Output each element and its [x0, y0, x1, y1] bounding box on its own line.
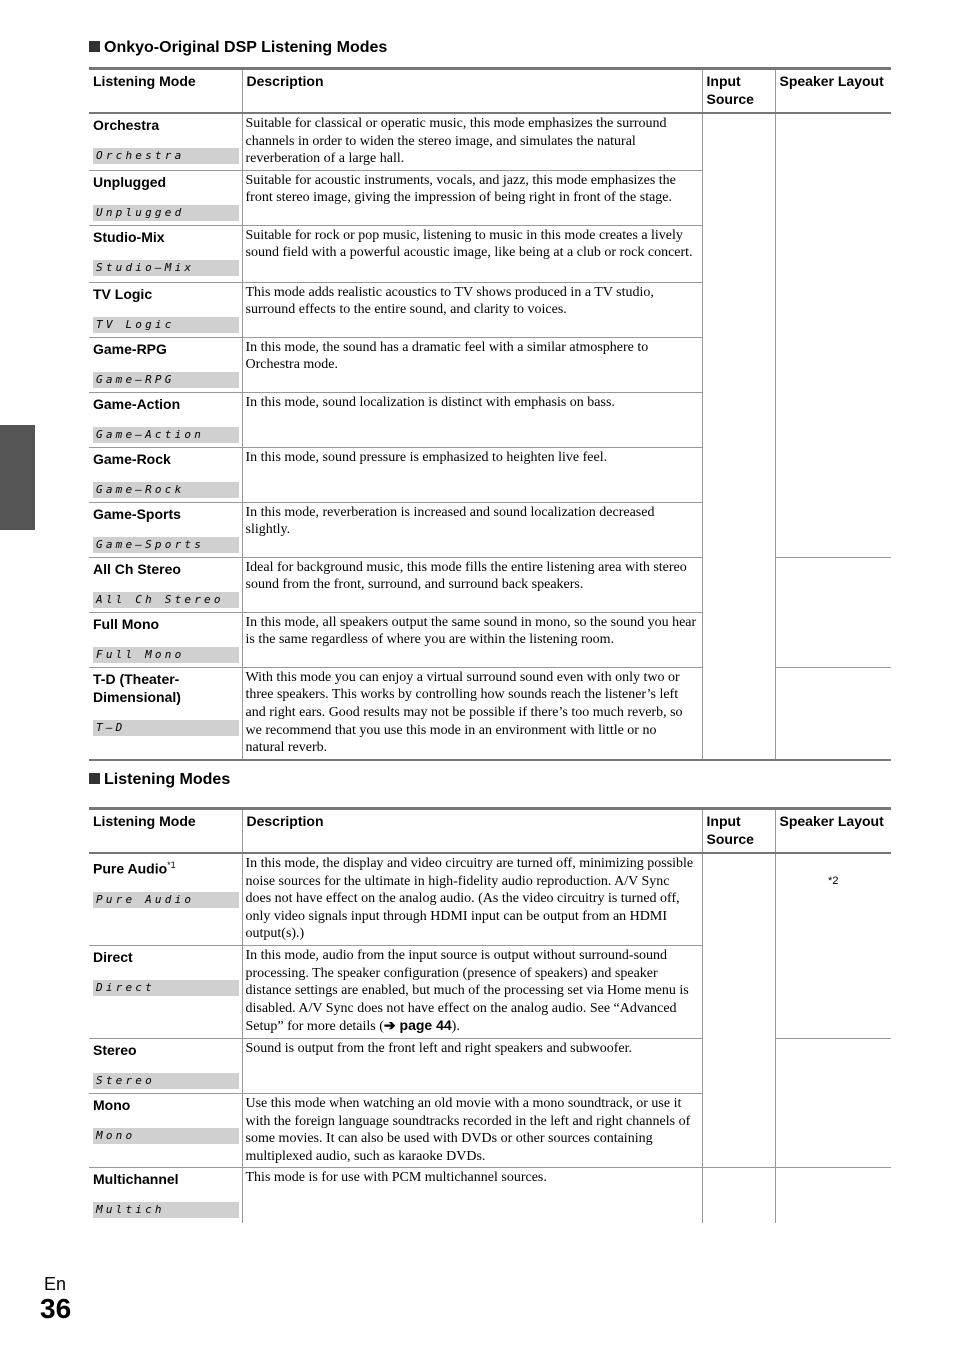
mode-display: Orchestra	[93, 148, 239, 164]
mode-name: Multichannel	[93, 1171, 179, 1188]
speaker-layout-cell	[775, 113, 891, 557]
section2-table	[89, 807, 891, 1223]
mode-display: All Ch Stereo	[93, 592, 239, 608]
mode-name: T-D (Theater-Dimensional)	[93, 670, 181, 705]
mode-name-text: Pure Audio	[93, 860, 168, 877]
side-tab-marker	[0, 425, 35, 530]
mode-name: Game-Sports	[93, 505, 181, 522]
page-number: 36	[40, 1293, 72, 1324]
mode-description: Sound is output from the front left and right speakers and subwoofer.	[242, 1038, 702, 1093]
mode-name: TV Logic	[93, 285, 153, 302]
mode-name: Mono	[93, 1096, 131, 1113]
mode-description: Use this mode when watching an old movie with a mono soundtrack, or use it with the foreign language soundtracks recorded in the left and right channels of some movies. It can also be used with DVDs or other sources containing multiplexed audio, such as karaoke DVDs.	[242, 1093, 702, 1167]
mode-description: With this mode you can enjoy a virtual surround sound even with only two or three speakers. This works by controlling how sounds reach the listener’s left and right ears. Good results may not be possible if there’s too much reverb, so we recommend that you use this mode in an environment with little or no natural reverb.	[242, 667, 702, 760]
input-source-cell	[702, 1168, 775, 1223]
language-label: En	[44, 1274, 67, 1294]
mode-name: Direct	[93, 948, 133, 965]
square-bullet-icon	[89, 41, 100, 52]
section1-title-text: Onkyo-Original DSP Listening Modes	[104, 39, 388, 56]
table-row	[89, 1168, 891, 1223]
mode-description: In this mode, sound pressure is emphasized to heighten live feel.	[242, 447, 702, 502]
mode-description: This mode adds realistic acoustics to TV shows produced in a TV studio, surround effects to the entire sound, and clarity to voices.	[242, 282, 702, 337]
mode-description: Suitable for acoustic instruments, vocals, and jazz, this mode emphasizes the front stereo image, giving the impression of being right in front of the stage.	[242, 170, 702, 225]
header-description: Description	[242, 809, 702, 854]
mode-description: This mode is for use with PCM multichannel sources.	[242, 1168, 702, 1223]
mode-description: In this mode, all speakers output the same sound in mono, so the sound you hear is the same regardless of where you are within the listening room.	[242, 612, 702, 667]
speaker-layout-cell	[775, 557, 891, 667]
mode-name: Studio-Mix	[93, 228, 165, 245]
section1-table	[89, 67, 891, 761]
mode-display: TV Logic	[93, 317, 239, 333]
header-listening-mode: Listening Mode	[89, 809, 242, 854]
speaker-layout-cell	[775, 1038, 891, 1167]
section1-title	[89, 38, 387, 58]
page-link[interactable]: ➔ page 44	[383, 1017, 452, 1034]
mode-description: In this mode, the display and video circuitry are turned off, minimizing possible noise sources for the ultimate in high-fidelity audio reproduction. A/V Sync does not have effect on the analog audio. (As the video circuitry is turned off, only video signals input through HDMI input can be output from an HDMI output(s).)	[242, 853, 702, 945]
header-description: Description	[242, 69, 702, 114]
speaker-layout-cell	[775, 853, 891, 1038]
mode-name: Game-Action	[93, 395, 181, 412]
mode-description: Suitable for rock or pop music, listening to music in this mode creates a lively sound field with a powerful acoustic image, like being at a club or rock concert.	[242, 225, 702, 282]
header-speaker-layout: Speaker Layout	[775, 809, 891, 854]
mode-display: Studio–Mix	[93, 260, 239, 276]
mode-display: Mono	[93, 1128, 239, 1144]
mode-display: Full Mono	[93, 647, 239, 663]
mode-name	[93, 856, 238, 878]
mode-name: Orchestra	[93, 117, 160, 133]
mode-display: Game–Sports	[93, 537, 239, 553]
section2-title-text: Listening Modes	[104, 771, 231, 788]
mode-display: Stereo	[93, 1073, 239, 1089]
table-row	[89, 853, 891, 945]
input-source-cell	[702, 853, 775, 1168]
mode-description	[242, 945, 702, 1038]
mode-name: Game-Rock	[93, 450, 171, 467]
mode-description: Suitable for classical or operatic music, this mode emphasizes the surround channels in order to widen the stereo image, and simulates the natural reverberation of a large hall.	[242, 113, 702, 170]
square-bullet-icon	[89, 773, 100, 784]
mode-display: Game–RPG	[93, 372, 239, 388]
mode-description: Ideal for background music, this mode fills the entire listening area with stereo sound from the front, surround, and surround back speakers.	[242, 557, 702, 612]
table-row	[89, 113, 891, 170]
input-source-cell	[702, 113, 775, 760]
mode-display: Unplugged	[93, 205, 239, 221]
speaker-layout-cell	[775, 1168, 891, 1223]
mode-display: T–D	[93, 720, 239, 736]
desc-end: ).	[451, 1019, 460, 1035]
mode-description: In this mode, the sound has a dramatic feel with a similar atmosphere to Orchestra mode.	[242, 337, 702, 392]
mode-name: All Ch Stereo	[93, 560, 181, 577]
mode-name: Stereo	[93, 1041, 137, 1058]
mode-display: Pure Audio	[93, 892, 239, 908]
speaker-layout-cell	[775, 667, 891, 760]
footnote-marker: *1	[167, 860, 176, 870]
mode-name: Unplugged	[93, 173, 167, 190]
mode-name: Full Mono	[93, 615, 160, 632]
desc-text: In this mode, audio from the input source is output without surround-sound processing. The speaker configuration (presence of speakers) and speaker distance settings are enabled, but much of the processing set via Home menu is disabled. A/V Sync does not have effect on the analog audio. See “Advanced Setup” for more details (	[245, 947, 689, 1035]
mode-display: Game–Rock	[93, 482, 239, 498]
mode-description: In this mode, reverberation is increased and sound localization decreased slightly.	[242, 502, 702, 557]
header-listening-mode: Listening Mode	[89, 69, 242, 114]
mode-display: Multich	[93, 1202, 239, 1218]
mode-display: Direct	[93, 980, 239, 996]
header-input-source: Input Source	[702, 69, 775, 114]
mode-display: Game–Action	[93, 427, 239, 443]
header-input-source: Input Source	[702, 809, 775, 854]
speaker-footnote: *2	[828, 875, 839, 887]
header-speaker-layout: Speaker Layout	[775, 69, 891, 114]
mode-name: Game-RPG	[93, 340, 167, 357]
section2-title	[89, 770, 230, 790]
mode-description: In this mode, sound localization is distinct with emphasis on bass.	[242, 392, 702, 447]
